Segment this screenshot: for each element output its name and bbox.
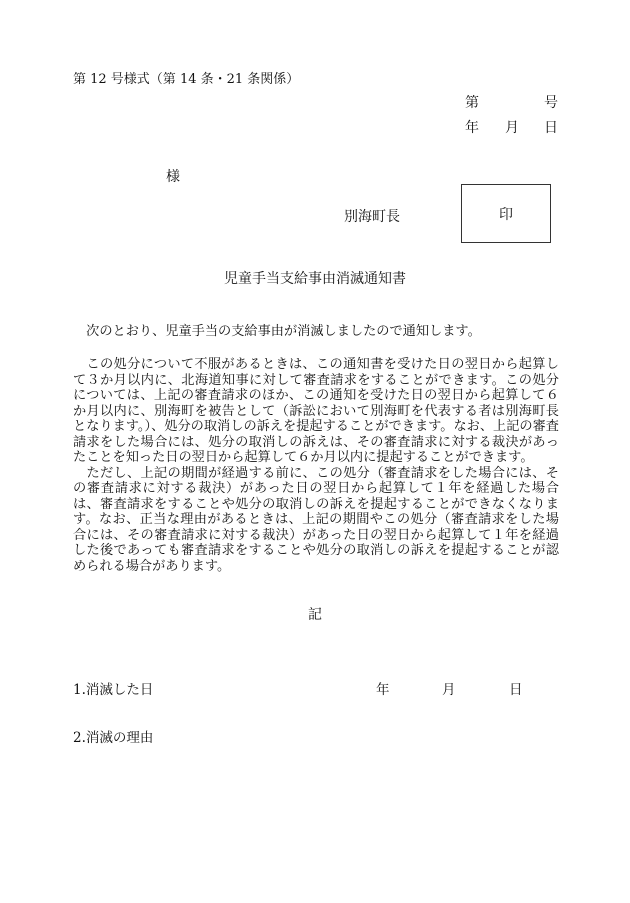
seal-box [461,184,551,243]
item2-label: 2.消滅の理由 [73,730,154,746]
item1-year: 年 [376,682,390,698]
addressee-suffix: 様 [166,169,180,185]
form-number: 第 12 号様式（第 14 条・21 条関係） [73,72,300,87]
issue-date-month: 月 [505,120,519,136]
issue-date-day: 日 [544,120,558,136]
issue-date-year: 年 [465,120,479,136]
item1-month: 月 [442,682,456,698]
intro-paragraph: 次のとおり、児童手当の支給事由が消滅しましたので通知します。 [73,324,481,339]
seal-label: 印 [499,206,513,223]
item1-label: 1.消滅した日 [73,682,154,698]
document-title: 児童手当支給事由消滅通知書 [224,271,406,287]
item1-day: 日 [509,682,523,698]
ki-heading: 記 [308,607,322,623]
doc-number-label: 第 [465,95,479,111]
appeal-notice-paragraph: この処分について不服があるときは、この通知書を受けた日の翌日から起算して３か月以内に、北海道知事に対して審査請求をすることができます。この処分については、上記の審査請求のほか、この通知を受けた日の翌日から起算して６か月以内に、別海町を被告として（訴訟において別海町を代表する者は別海町長となります。）、処分の取消しの訴えを提起することができます。なお、上記の審査請求をした場合には、処分の取消しの訴えは、その審査請求に対する裁決があったことを知った日の翌日から起算して６か月以内に提起することができます。 ただし、上記の期間が経過する前に、この処分（審査請求をした場合には、その審査請求に対する裁決）があった日の翌日から起算して１年を経過した場合は、審査請求をすることや処分の取消しの訴えを提起することができなくなります。なお、正当な理由があるときは、上記の期間やこの処分（審査請求をした場合には、その審査請求に対する裁決）があった日の翌日から起算して１年を経過した後であっても審査請求をすることや処分の取消しの訴えを提起することが認められる場合があります。 [73,357,559,574]
issuer-name: 別海町長 [344,209,400,225]
doc-number-suffix: 号 [544,95,558,111]
